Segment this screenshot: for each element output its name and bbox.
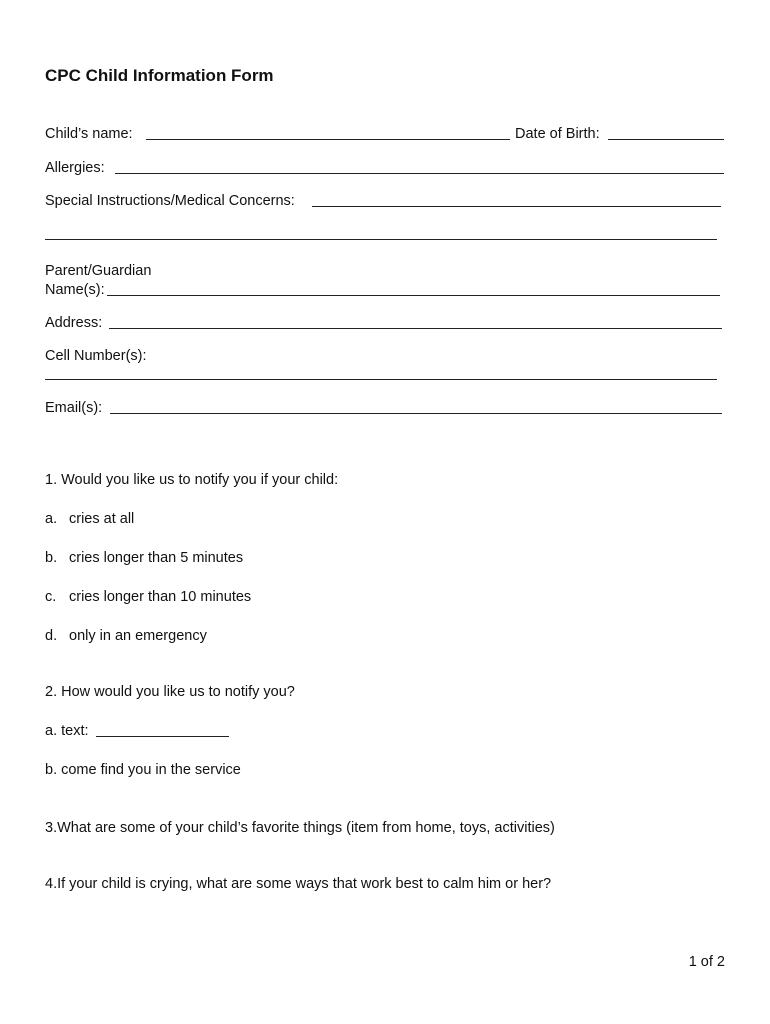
q2-text-field[interactable]: [96, 736, 229, 737]
q4-prompt: 4.If your child is crying, what are some ways that work best to calm him or her?: [45, 876, 552, 892]
option-text: cries longer than 10 minutes: [69, 589, 252, 605]
q1-prompt: 1. Would you like us to notify you if your child:: [45, 472, 339, 488]
allergies-field[interactable]: [115, 173, 724, 174]
option-text: cries longer than 5 minutes: [69, 550, 244, 566]
special-instructions-label: Special Instructions/Medical Concerns:: [45, 193, 295, 209]
q2-option-a-label: a. text:: [45, 723, 89, 739]
option-letter: a.: [45, 511, 58, 527]
allergies-label: Allergies:: [45, 160, 105, 176]
guardian-name-field[interactable]: [107, 295, 720, 296]
child-name-field[interactable]: [146, 139, 510, 140]
page-number: 1 of 2: [688, 954, 725, 970]
q1-option-a[interactable]: [45, 510, 134, 528]
form-title: CPC Child Information Form: [45, 66, 274, 85]
special-instructions-field-line2[interactable]: [45, 239, 717, 240]
address-label: Address:: [45, 315, 103, 331]
dob-label: Date of Birth:: [515, 126, 600, 142]
cell-field[interactable]: [45, 379, 717, 380]
dob-field[interactable]: [608, 139, 724, 140]
child-name-label: Child’s name:: [45, 126, 133, 142]
email-field[interactable]: [110, 413, 722, 414]
option-letter: b.: [45, 550, 58, 566]
option-text: cries at all: [69, 511, 135, 527]
q2-option-b[interactable]: b. come find you in the service: [45, 762, 241, 778]
guardian-label-line1: Parent/Guardian: [45, 263, 152, 279]
q1-option-b[interactable]: [45, 549, 243, 567]
option-text: only in an emergency: [69, 628, 207, 644]
q1-option-c[interactable]: [45, 588, 251, 606]
option-letter: c.: [45, 589, 57, 605]
q3-prompt: 3.What are some of your child’s favorite things (item from home, toys, activities): [45, 820, 555, 836]
special-instructions-field[interactable]: [312, 206, 721, 207]
address-field[interactable]: [109, 328, 722, 329]
q1-option-d[interactable]: [45, 627, 207, 645]
q2-prompt: 2. How would you like us to notify you?: [45, 684, 295, 700]
email-label: Email(s):: [45, 400, 103, 416]
guardian-label-line2: Name(s):: [45, 282, 105, 298]
option-letter: d.: [45, 628, 58, 644]
cell-label: Cell Number(s):: [45, 348, 147, 364]
